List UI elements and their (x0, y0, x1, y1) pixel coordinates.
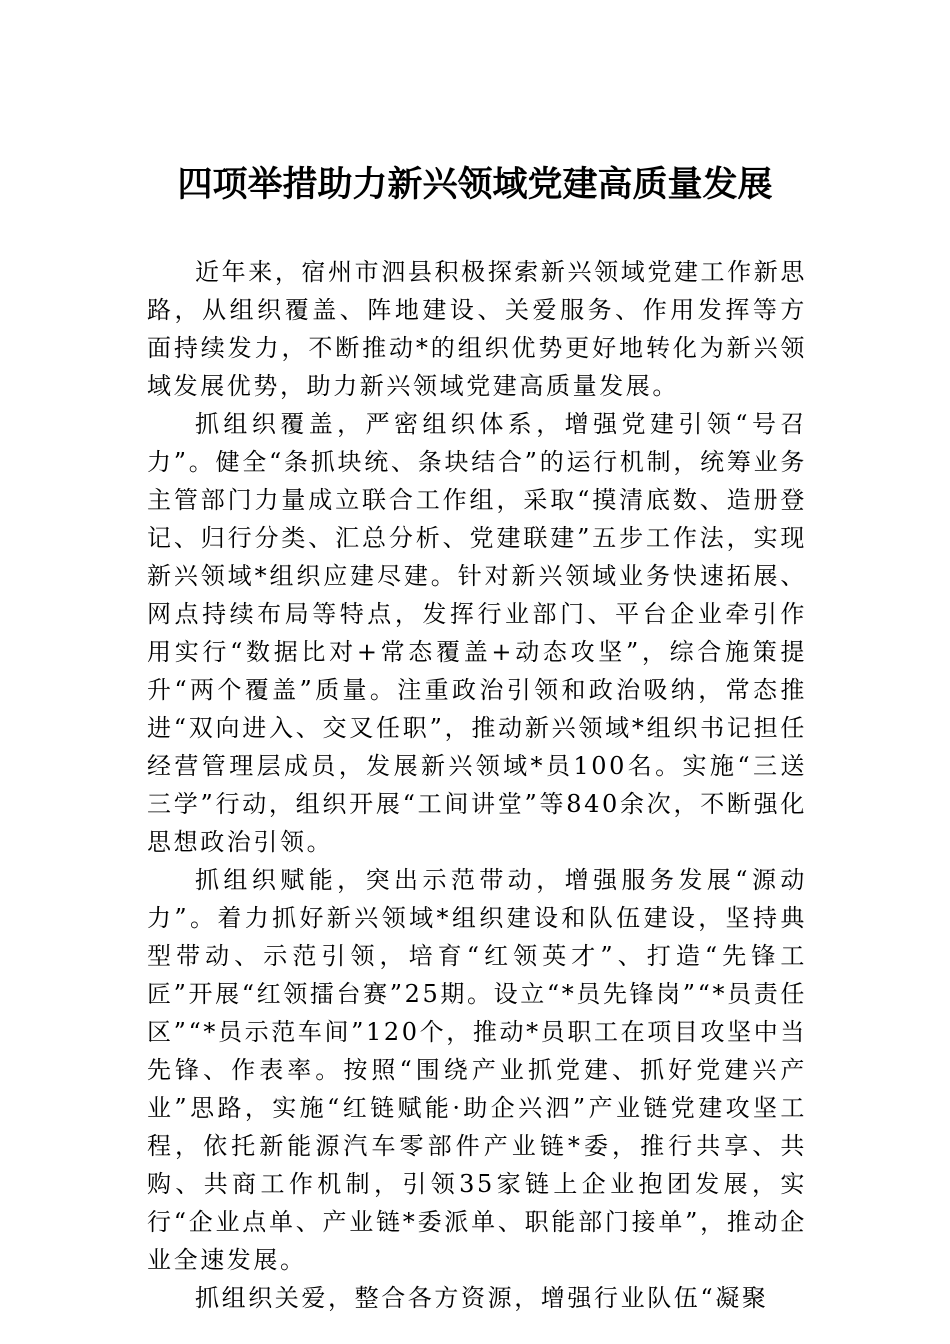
paragraph-organization-empowerment: 抓组织赋能，突出示范带动，增强服务发展“源动力”。着力抓好新兴领域*组织建设和队伍建设，坚持典型带动、示范引领，培育“红领英才”、打造“先锋工匠”开展“红领擂台赛”25期。设立“*员先锋岗”“*员责任区”“*员示范车间”120个，推动*员职工在项目攻坚中当先锋、作表率。按照“围绕产业抓党建、抓好党建兴产业”思路，实施“红链赋能·助企兴泗”产业链党建攻坚工程，依托新能源汽车零部件产业链*委，推行共享、共购、共商工作机制，引领35家链上企业抱团发展，实行“企业点单、产业链*委派单、职能部门接单”，推动企业全速发展。 (147, 866, 807, 1274)
document-title: 四项举措助力新兴领域党建高质量发展 (177, 164, 773, 205)
paragraph-organization-coverage: 抓组织覆盖，严密组织体系，增强党建引领“号召力”。健全“条抓块统、条块结合”的运行机制，统筹业务主管部门力量成立联合工作组，采取“摸清底数、造册登记、归行分类、汇总分析、党建联建”五步工作法，实现新兴领域*组织应建尽建。针对新兴领域业务快速拓展、网点持续布局等特点，发挥行业部门、平台企业牵引作用实行“数据比对+常态覆盖+动态攻坚”，综合施策提升“两个覆盖”质量。注重政治引领和政治吸纳，常态推进“双向进入、交叉任职”，推动新兴领域*组织书记担任经营管理层成员，发展新兴领域*员100名。实施“三送三学”行动，组织开展“工间讲堂”等840余次，不断强化思想政治引领。 (147, 410, 807, 856)
paragraph-organization-care: 抓组织关爱，整合各方资源，增强行业队伍“凝聚 (195, 1284, 769, 1312)
paragraph-intro: 近年来，宿州市泗县积极探索新兴领域党建工作新思路，从组织覆盖、阵地建设、关爱服务、作用发挥等方面持续发力，不断推动*的组织优势更好地转化为新兴领域发展优势，助力新兴领域党建高质量发展。 (147, 258, 807, 400)
document-body (147, 253, 807, 1317)
